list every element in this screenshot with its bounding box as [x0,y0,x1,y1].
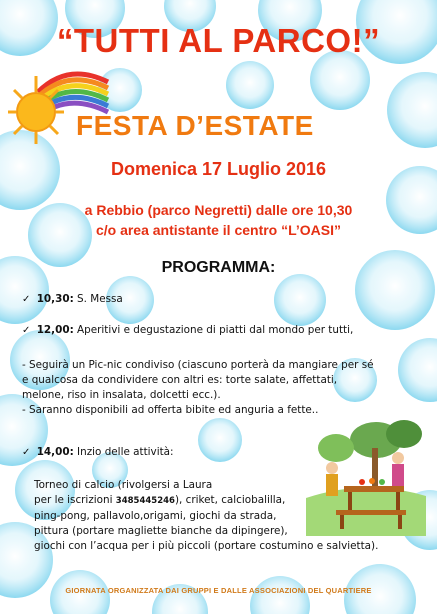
lunch-note-line: e qualcosa da condividere con altri es: torte salate, affettati, [22,374,338,386]
activities-line: Torneo di calcio (rivolgersi a Laura [34,479,213,491]
event-date: Domenica 17 Luglio 2016 [110,159,327,179]
activities-text: ), criket, calciobalilla, [174,494,286,506]
activities-text: per le iscrizioni [34,494,116,506]
activities-line: pittura (portare magliette bianche da dipingere), [34,525,288,537]
program-heading: PROGRAMMA: [161,259,276,276]
program-time: 12,00: [36,324,74,336]
check-icon: ✓ [22,447,31,458]
phone-number: 3485445246 [115,496,175,506]
activities-line: giochi con l’acqua per i più piccoli (portare costumino e salvietta). [34,540,379,552]
check-icon: ✓ [22,294,31,305]
event-subtitle: FESTA D’ESTATE [76,110,314,141]
program-time: 14,00: [36,446,74,458]
lunch-note-line: - Saranno disponibili ad offerta bibite ed anguria a fette.. [22,404,319,416]
program-time: 10,30: [36,293,74,305]
check-icon: ✓ [22,325,31,336]
event-location [0,200,437,240]
program-item [22,323,422,338]
program-item [22,292,422,307]
program-text: Aperitivi e degustazione di piatti dal mondo per tutti, [77,324,354,336]
program-text: S. Messa [77,293,123,305]
footer-note: GIORNATA ORGANIZZATA DAI GRUPPI E DALLE ASSOCIAZIONI DEL QUARTIERE [65,586,372,595]
event-title: “TUTTI AL PARCO!” [56,22,381,59]
lunch-note-line: - Seguirà un Pic-nic condiviso (ciascuno porterà da mangiare per sé [22,359,374,371]
activities-line: ping-pong, pallavolo,origami, giochi da strada, [34,510,277,522]
lunch-note-line: melone, riso in insalata, dolcetti ecc.). [22,389,221,401]
picnic-illustration [306,418,426,536]
location-line-2: c/o area antistante il centro “L’OASI” [95,222,342,238]
location-line-1: a Rebbio (parco Negretti) dalle ore 10,30 [84,202,353,218]
program-text: Inzio delle attività: [77,446,174,458]
lunch-notes [22,358,422,418]
